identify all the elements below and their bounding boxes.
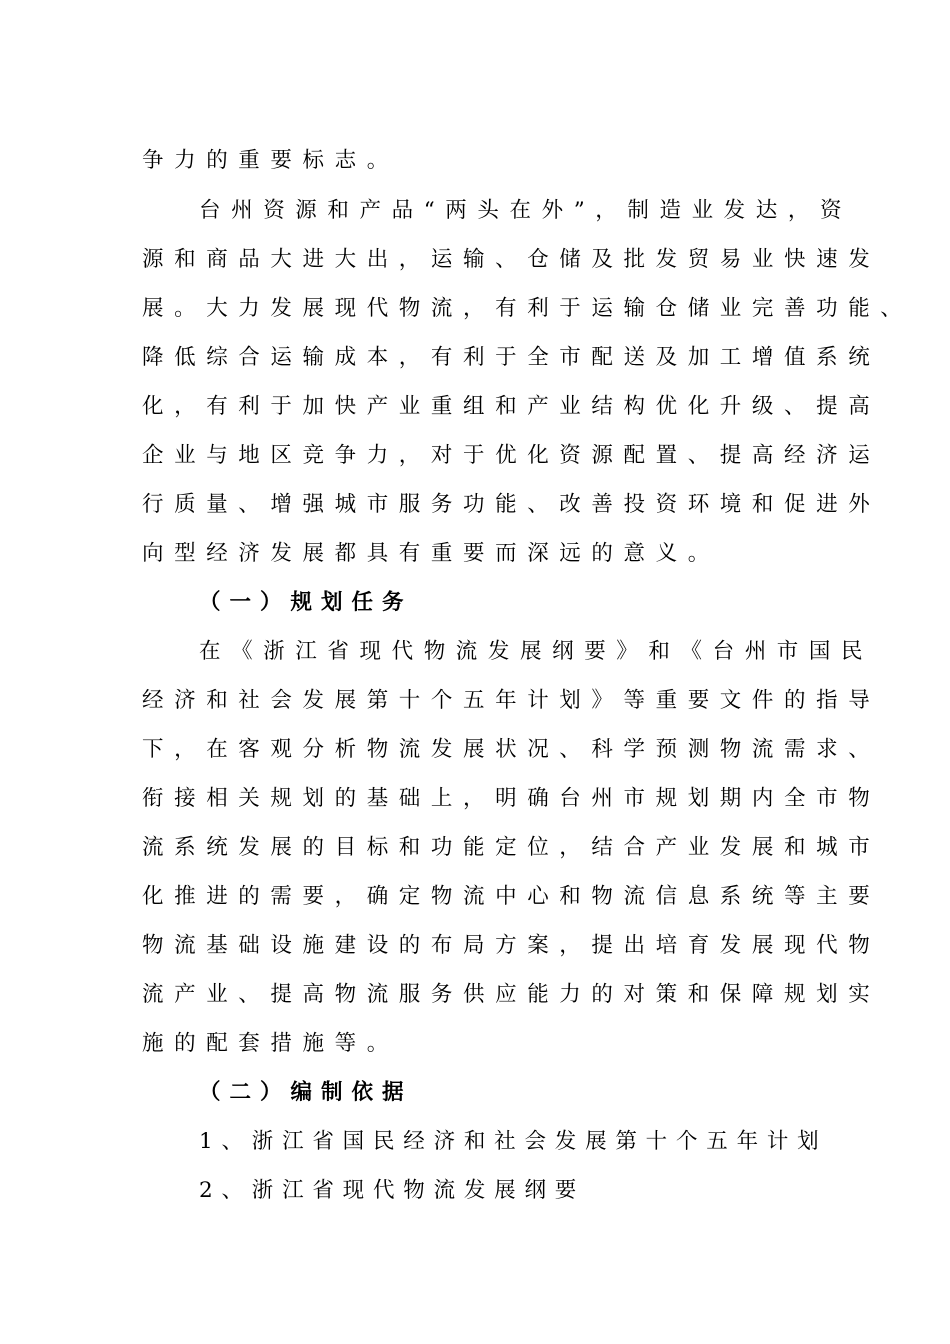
paragraph-line: 台州资源和产品“两头在外”，制造业发达，资 <box>199 198 853 223</box>
paragraph-line: 化，有利于加快产业重组和产业结构优化升级、提高 <box>142 394 881 419</box>
list-item: 2、浙江省现代物流发展纲要 <box>199 1178 586 1203</box>
paragraph-line: 化推进的需要，确定物流中心和物流信息系统等主要 <box>142 884 881 909</box>
paragraph-line: 施的配套措施等。 <box>142 1031 399 1056</box>
paragraph-line: 经济和社会发展第十个五年计划》等重要文件的指导 <box>142 688 881 713</box>
paragraph-line: 流产业、提高物流服务供应能力的对策和保障规划实 <box>142 982 881 1007</box>
paragraph-line: 下，在客观分析物流发展状况、科学预测物流需求、 <box>142 737 881 762</box>
section-heading: （一）规划任务 <box>199 590 413 615</box>
paragraph-line: 物流基础设施建设的布局方案，提出培育发展现代物 <box>142 933 881 958</box>
paragraph-line: 行质量、增强城市服务功能、改善投资环境和促进外 <box>142 492 881 517</box>
paragraph-line: 企业与地区竞争力，对于优化资源配置、提高经济运 <box>142 443 881 468</box>
paragraph-line: 流系统发展的目标和功能定位，结合产业发展和城市 <box>142 835 881 860</box>
section-heading: （二）编制依据 <box>199 1080 413 1105</box>
paragraph-line: 源和商品大进大出，运输、仓储及批发贸易业快速发 <box>142 247 881 272</box>
paragraph-line: 在《浙江省现代物流发展纲要》和《台州市国民 <box>199 639 874 664</box>
paragraph-line: 向型经济发展都具有重要而深远的意义。 <box>142 541 720 566</box>
paragraph-line: 争力的重要标志。 <box>142 148 399 173</box>
paragraph-line: 衔接相关规划的基础上，明确台州市规划期内全市物 <box>142 786 881 811</box>
list-item: 1、浙江省国民经济和社会发展第十个五年计划 <box>199 1129 828 1154</box>
paragraph-line: 降低综合运输成本，有利于全市配送及加工增值系统 <box>142 345 881 370</box>
paragraph-line: 展。大力发展现代物流，有利于运输仓储业完善功能、 <box>142 296 913 321</box>
